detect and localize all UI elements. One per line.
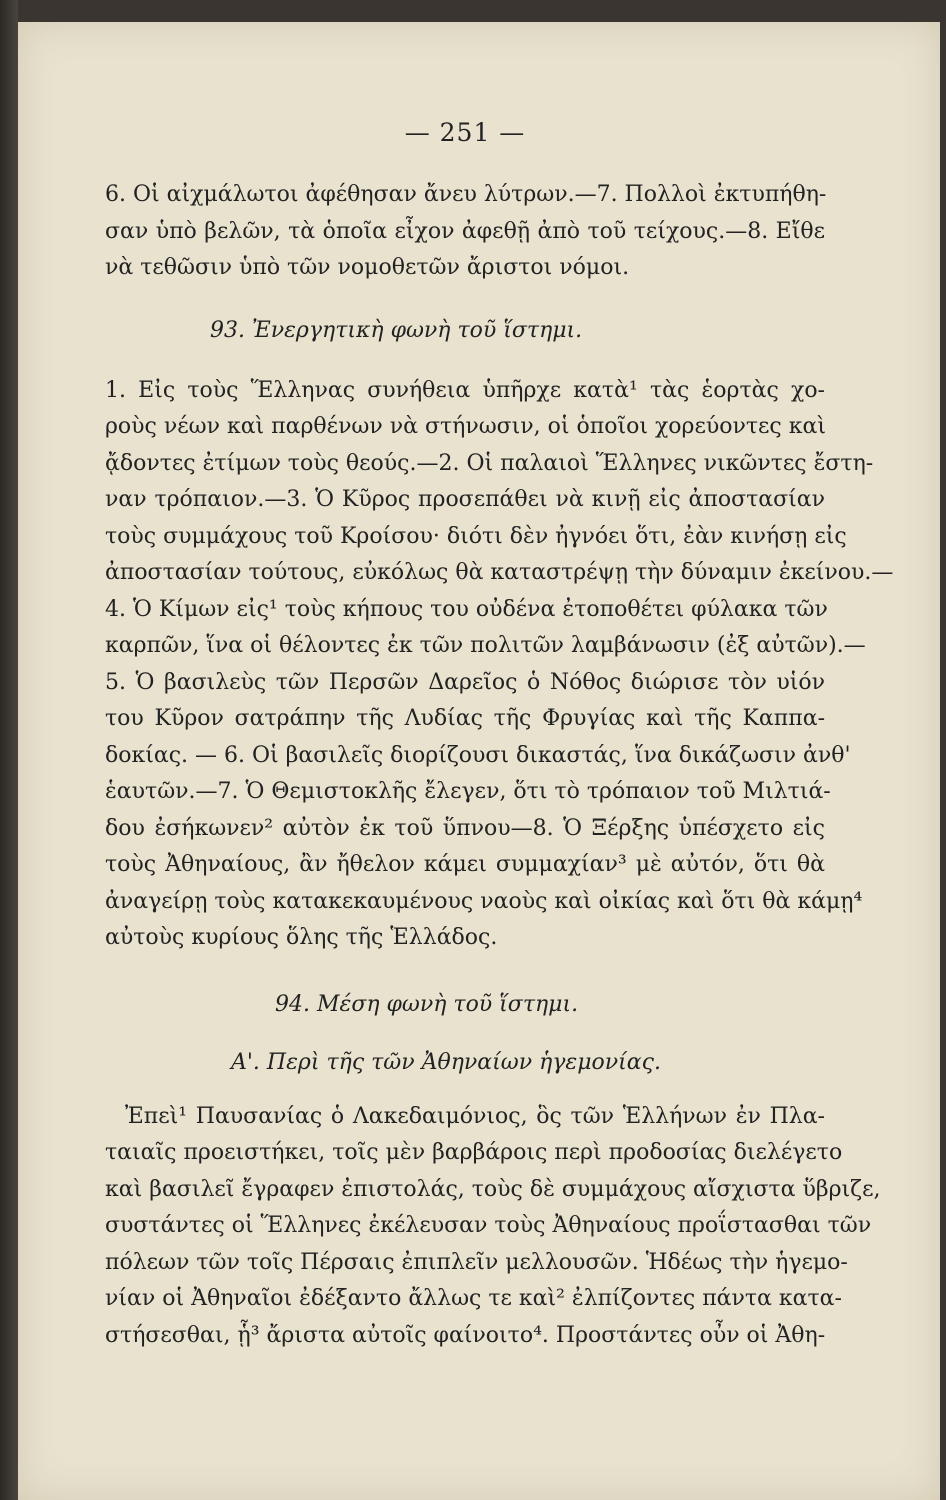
text-line: Ἐπεὶ¹ Παυσανίας ὁ Λακεδαιμόνιος, ὃς τῶν Ἑλλήνων ἐν Πλα-: [125, 1103, 825, 1129]
text-line: ἀναγείρῃ τοὺς κατακεκαυμένους ναοὺς καὶ οἰκίας καὶ ὅτι θὰ κάμῃ⁴: [105, 888, 863, 914]
text-line: νίαν οἱ Ἀθηναῖοι ἐδέξαντο ἄλλως τε καὶ² ἐλπίζοντες πάντα κατα-: [105, 1286, 842, 1311]
text-line: τοὺς Ἀθηναίους, ἂν ἤθελον κάμει συμμαχίαν³ μὲ αὐτόν, ὅτι θὰ: [105, 852, 825, 877]
section-94-heading: 94. Μέση φωνὴ τοῦ ἵστημι.: [275, 991, 579, 1017]
text-line: 5. Ὁ βασιλεὺς τῶν Περσῶν Δαρεῖος ὁ Νόθος διώρισε τὸν υἱόν: [105, 669, 825, 695]
text-line: ἀποστασίαν τούτους, εὐκόλως θὰ καταστρέψῃ τὴν δύναμιν ἐκείνου.—: [105, 560, 894, 585]
text-line: 1. Εἰς τοὺς Ἕλληνας συνήθεια ὑπῆρχε κατὰ¹ τὰς ἑορτὰς χο-: [105, 377, 825, 403]
text-line: συστάντες οἱ Ἕλληνες ἐκέλευσαν τοὺς Ἀθηναίους προΐστασθαι τῶν: [105, 1213, 872, 1238]
text-line: ροὺς νέων καὶ παρθένων νὰ στήνωσιν, οἱ ὁποῖοι χορεύοντες καὶ: [105, 414, 826, 439]
text-line: ᾄδοντες ἐτίμων τοὺς θεούς.—2. Οἱ παλαιοὶ Ἕλληνες νικῶντες ἔστη-: [105, 450, 874, 476]
text-line: 4. Ὁ Κίμων εἰς¹ τοὺς κήπους του οὐδένα ἐτοποθέτει φύλακα τῶν: [105, 596, 828, 622]
text-line: 6. Οἱ αἰχμάλωτοι ἀφέθησαν ἄνευ λύτρων.—7. Πολλοὶ ἐκτυπήθη-: [105, 182, 827, 207]
text-line: ἑαυτῶν.—7. Ὁ Θεμιστοκλῆς ἔλεγεν, ὅτι τὸ τρόπαιον τοῦ Μιλτιά-: [105, 779, 831, 804]
book-binding: [0, 0, 18, 1500]
paragraph-top: [105, 177, 825, 287]
text-line: δου ἐσήκωνεν² αὐτὸν ἐκ τοῦ ὕπνου—8. Ὁ Ξέρξης ὑπέσχετο εἰς: [105, 815, 825, 841]
paragraph-94: [105, 1099, 881, 1355]
text-line: στήσεσθαι, ᾗ³ ἄριστα αὐτοῖς φαίνοιτο⁴. Προστάντες οὖν οἱ Ἀθη-: [105, 1322, 826, 1348]
text-line: νὰ τεθῶσιν ὑπὸ τῶν νομοθετῶν ἄριστοι νόμοι.: [105, 255, 630, 280]
text-line: σαν ὑπὸ βελῶν, τὰ ὁποῖα εἶχον ἀφεθῇ ἀπὸ τοῦ τείχους.—8. Εἴθε: [105, 218, 825, 244]
paragraph-93: [105, 373, 894, 957]
page-number: — 251 —: [404, 118, 526, 147]
page-text: [105, 118, 894, 1354]
text-line: αὐτοὺς κυρίους ὅλης τῆς Ἑλλάδος.: [105, 925, 498, 950]
text-line: πόλεων τῶν τοῖς Πέρσαις ἐπιπλεῖν μελλουσῶν. Ἡδέως τὴν ἡγεμο-: [105, 1249, 848, 1275]
text-line: δοκίας. — 6. Οἱ βασιλεῖς διορίζουσι δικαστάς, ἵνα δικάζωσιν ἀνθ': [105, 742, 851, 768]
text-line: ναν τρόπαιον.—3. Ὁ Κῦρος προσεπάθει νὰ κινῇ εἰς ἀποστασίαν: [105, 487, 825, 512]
section-93-heading: 93. Ἐνεργητικὴ φωνὴ τοῦ ἵστημι.: [210, 317, 583, 343]
section-94-subheading: Α'. Περὶ τῆς τῶν Ἀθηναίων ἡγεμονίας.: [231, 1049, 661, 1075]
text-line: καρπῶν, ἵνα οἱ θέλοντες ἐκ τῶν πολιτῶν λαμβάνωσιν (ἐξ αὐτῶν).—: [105, 633, 866, 658]
text-line: ταιαῖς προειστήκει, τοῖς μὲν βαρβάροις περὶ προδοσίας διελέγετο: [105, 1140, 843, 1165]
text-line: καὶ βασιλεῖ ἔγραφεν ἐπιστολάς, τοὺς δὲ συμμάχους αἴσχιστα ὕβριζε,: [105, 1176, 881, 1202]
text-line: τοὺς συμμάχους τοῦ Κροίσου· διότι δὲν ἠγνόει ὅτι, ἐὰν κινήσῃ εἰς: [105, 523, 847, 549]
text-line: του Κῦρον σατράπην τῆς Λυδίας τῆς Φρυγίας καὶ τῆς Καππα-: [105, 706, 825, 731]
